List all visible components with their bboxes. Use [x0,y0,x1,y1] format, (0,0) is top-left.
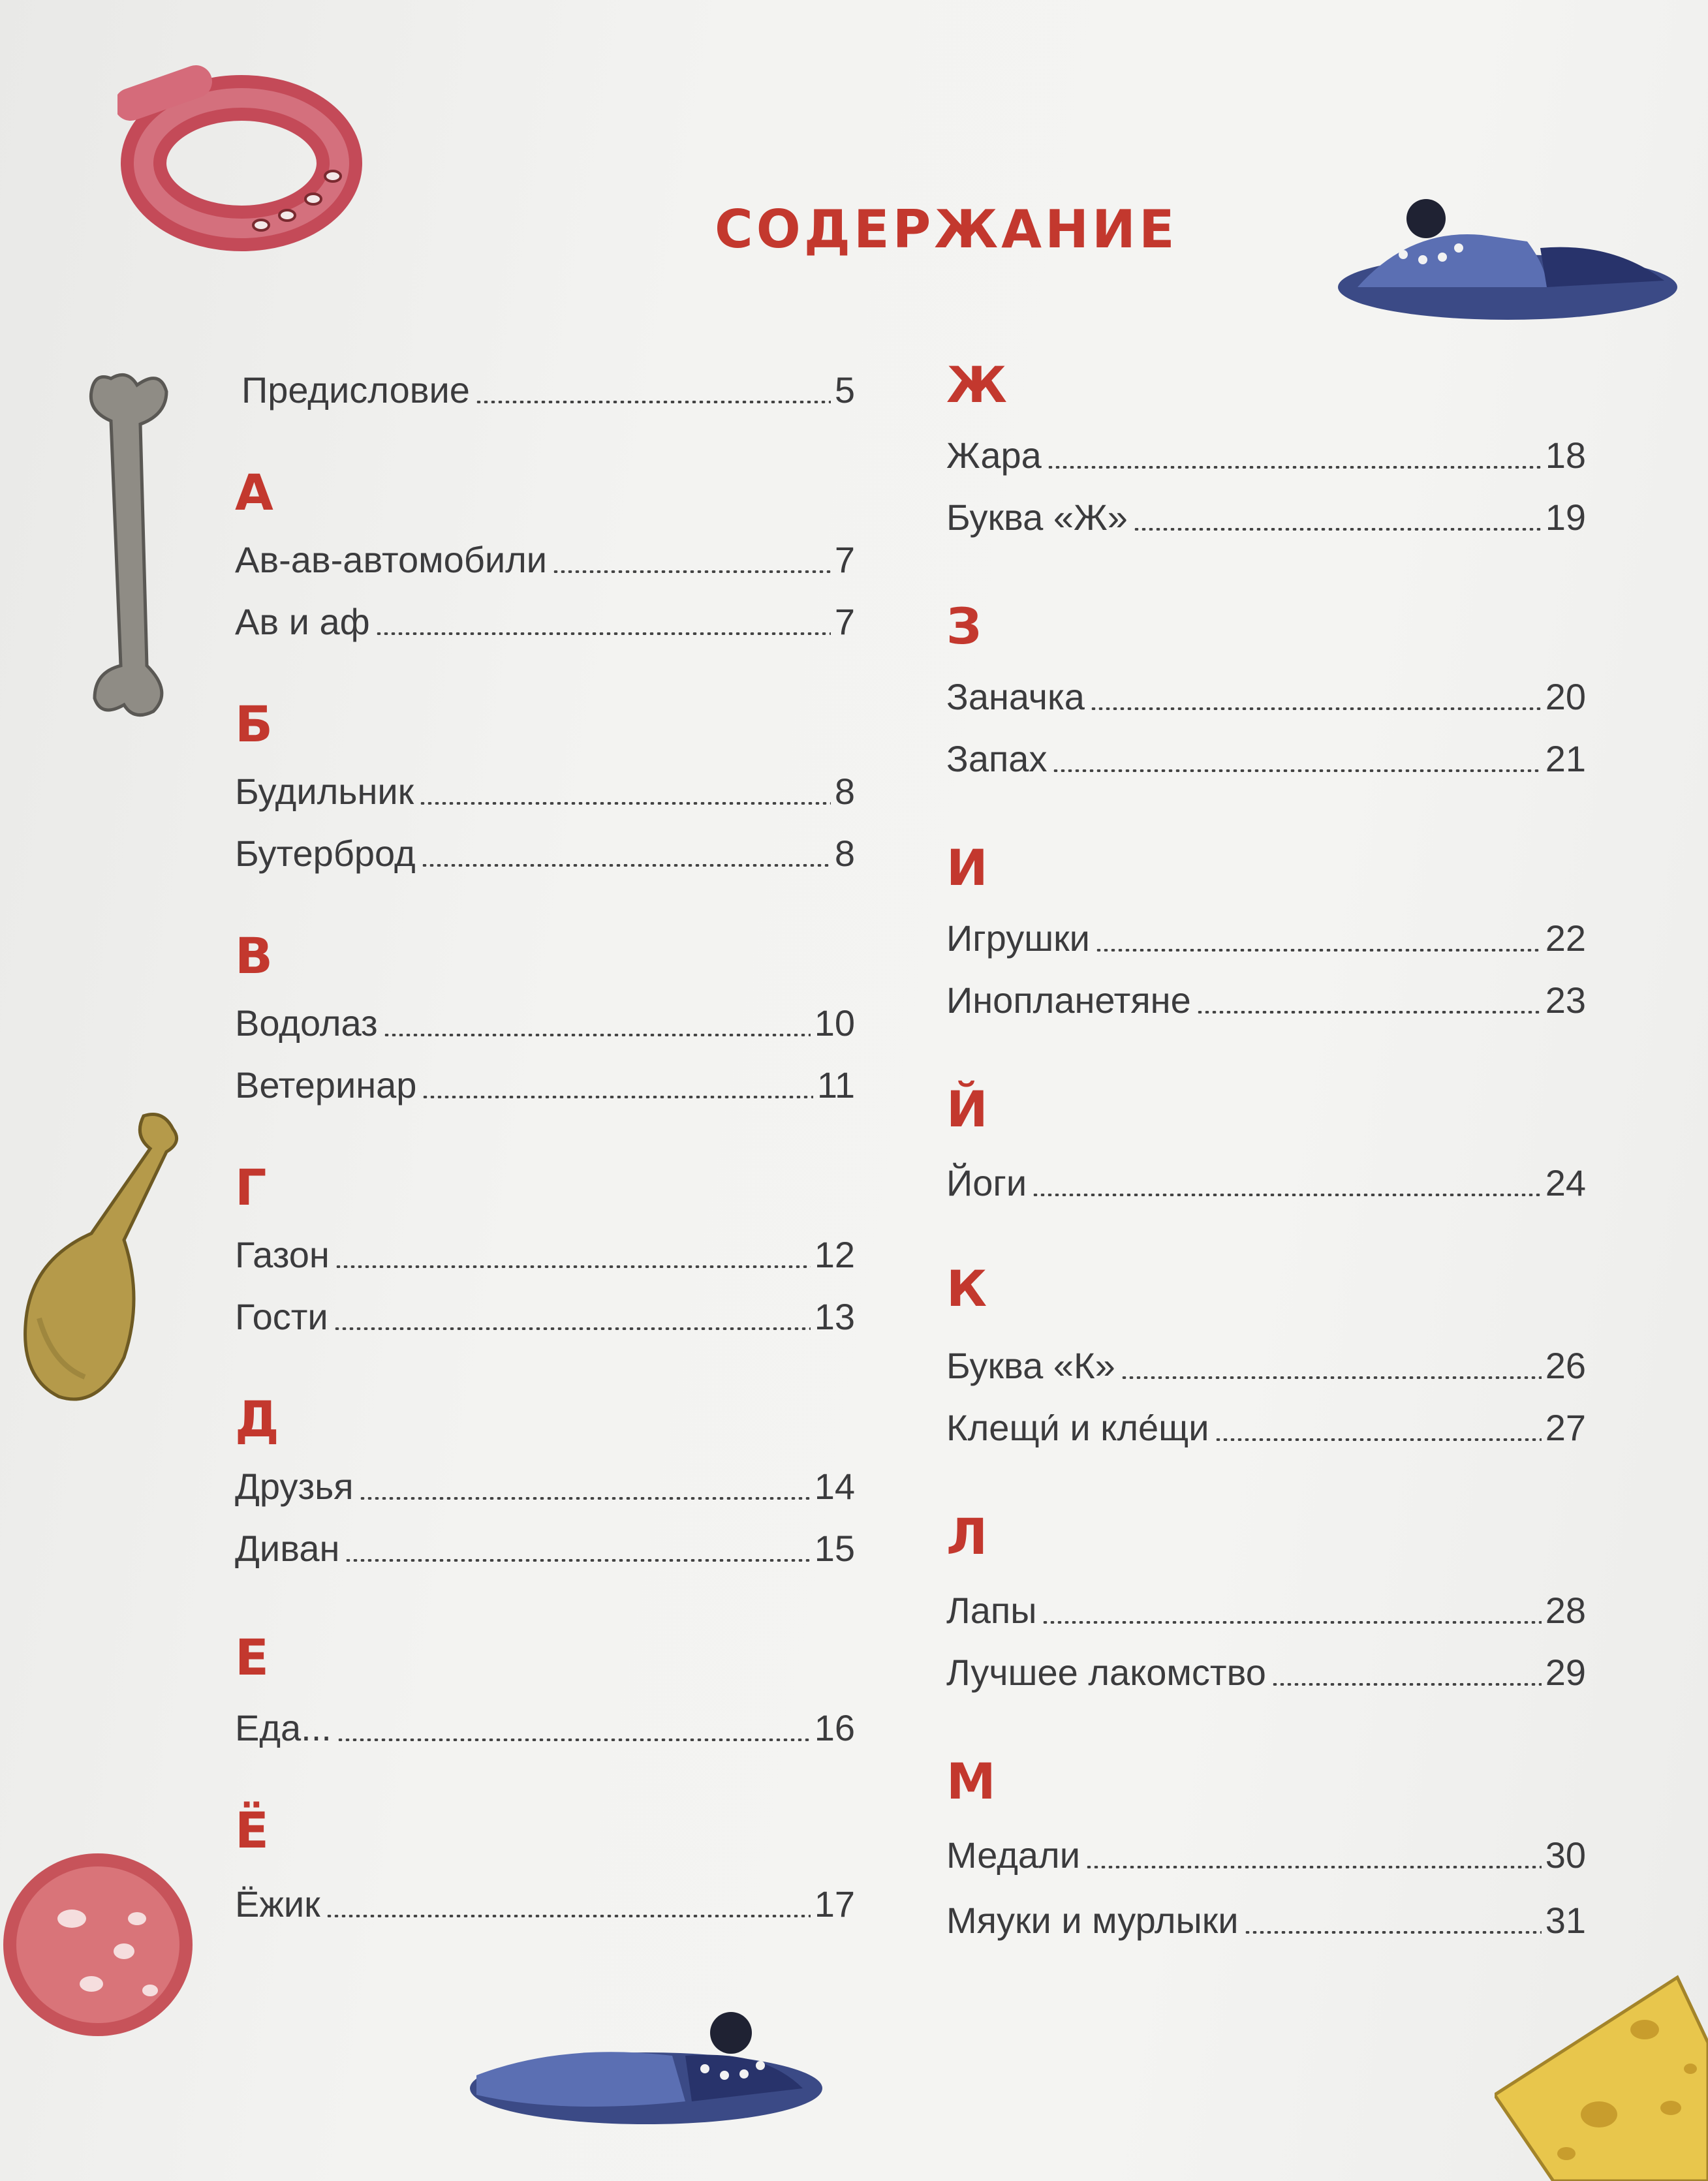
dot-leader [334,1327,811,1330]
toc-entry-label: Игрушки [946,918,1090,959]
toc-entry-label: Друзья [235,1466,354,1507]
toc-entry-page: 15 [814,1528,855,1569]
dot-leader [1196,1011,1542,1013]
toc-entry-page: 22 [1545,918,1586,959]
section-letter: Ё [235,1801,269,1859]
bone-icon [75,365,186,724]
toc-entry-label: Лапы [946,1590,1037,1631]
toc-entry-label: Еда... [235,1707,332,1748]
toc-entry[interactable] [946,728,1586,780]
toc-entry-page: 16 [814,1707,855,1748]
toc-entry-label: Ветеринар [235,1064,417,1106]
toc-entry[interactable] [235,1455,855,1508]
toc-entry[interactable] [235,1697,855,1749]
toc-entry[interactable] [946,1579,1586,1632]
toc-entry-label: Бутерброд [235,833,416,874]
section-letter: Е [235,1628,269,1686]
section-letter: И [946,839,988,897]
toc-entry-label: Ав-ав-автомобили [235,539,548,580]
section-letter: В [235,927,273,985]
toc-entry-label: Гости [235,1296,328,1337]
toc-entry-page: 8 [834,833,855,874]
cheese-icon [1495,1964,1708,2181]
toc-entry-page: 31 [1545,1900,1586,1941]
toc-entry[interactable] [241,359,855,411]
toc-entry[interactable] [946,1889,1586,1941]
toc-entry-page: 29 [1545,1652,1586,1693]
dot-leader [422,1096,813,1098]
dot-leader [1215,1438,1542,1441]
dog-collar-icon [117,65,365,261]
page-title: СОДЕРЖАНИЕ [715,199,1178,260]
dot-leader [1090,707,1542,710]
section-letter: Й [946,1080,988,1138]
toc-entry-page: 13 [814,1296,855,1337]
toc-entry[interactable] [946,907,1586,959]
toc-entry-page: 28 [1545,1590,1586,1631]
dot-leader [359,1497,811,1500]
slipper-icon [463,2003,829,2141]
toc-entry[interactable] [946,1641,1586,1694]
section-letter: А [235,463,273,521]
toc-entry-label: Заначка [946,676,1085,717]
toc-entry[interactable] [235,529,855,581]
toc-entry-page: 20 [1545,676,1586,717]
toc-entry[interactable] [946,424,1586,476]
toc-entry-page: 7 [834,539,855,580]
toc-entry[interactable] [235,1054,855,1106]
toc-entry-page: 21 [1545,738,1586,779]
toc-entry-label: Мяуки и мурлыки [946,1900,1239,1941]
toc-entry-page: 19 [1545,497,1586,538]
toc-entry-label: Ёжик [235,1883,320,1925]
toc-entry[interactable] [235,1873,855,1925]
toc-entry-page: 26 [1545,1345,1586,1386]
toc-entry[interactable] [946,666,1586,718]
toc-entry-label: Жара [946,435,1042,476]
toc-entry-page: 12 [814,1234,855,1275]
section-letter: М [946,1752,996,1810]
dot-leader [375,632,831,635]
toc-entry-page: 7 [834,601,855,642]
dot-leader [552,570,831,573]
dot-leader [1133,528,1542,531]
dot-leader [326,1915,811,1917]
section-letter: Г [235,1158,267,1216]
toc-entry[interactable] [946,1397,1586,1449]
toc-entry-page: 8 [834,771,855,812]
toc-entry-label: Буква «К» [946,1345,1115,1386]
toc-entry-label: Запах [946,738,1048,779]
section-letter: Л [946,1508,988,1566]
toc-entry[interactable] [235,1286,855,1338]
section-letter: З [946,597,982,655]
toc-entry[interactable] [946,1824,1586,1876]
section-letter: Б [235,695,273,753]
toc-entry-page: 14 [814,1466,855,1507]
dot-leader [1271,1683,1542,1686]
toc-entry-page: 5 [834,369,855,410]
dot-leader [345,1559,810,1562]
toc-entry-label: Газон [235,1234,330,1275]
toc-entry-label: Медали [946,1834,1080,1876]
section-letter: Д [235,1390,279,1448]
toc-entry[interactable] [946,1152,1586,1204]
toc-entry[interactable] [235,591,855,643]
toc-entry[interactable] [235,1517,855,1570]
dot-leader [383,1034,811,1036]
toc-entry-label: Диван [235,1528,340,1569]
dot-leader [337,1739,811,1741]
dot-leader [419,802,831,805]
dot-leader [475,401,831,403]
sausage-slice-icon [0,1847,202,2043]
dot-leader [1052,769,1541,772]
toc-entry-page: 17 [814,1883,855,1925]
dot-leader [335,1265,811,1268]
toc-entry-page: 24 [1545,1162,1586,1203]
dot-leader [1085,1866,1542,1868]
toc-entry-label: Буква «Ж» [946,497,1128,538]
toc-entry-label: Ав и аф [235,601,370,642]
toc-entry-label: Водолаз [235,1002,378,1044]
toc-entry-label: Йоги [946,1162,1027,1203]
slipper-icon [1331,189,1684,326]
dot-leader [1121,1376,1542,1379]
section-letter: К [946,1260,987,1318]
toc-entry[interactable] [235,760,855,812]
toc-entry[interactable] [235,1224,855,1276]
toc-entry-page: 27 [1545,1407,1586,1448]
dot-leader [1042,1621,1541,1624]
toc-entry-page: 18 [1545,435,1586,476]
section-letter: Ж [946,356,1008,414]
toc-entry-page: 30 [1545,1834,1586,1876]
toc-entry-label: Предисловие [241,369,470,410]
dot-leader [1047,466,1542,469]
toc-entry-label: Клещи́ и кле́щи [946,1407,1209,1448]
dot-leader [1244,1931,1542,1934]
toc-entry-label: Инопланетяне [946,980,1191,1021]
dot-leader [421,864,831,867]
dot-leader [1095,949,1542,951]
dot-leader [1032,1194,1542,1196]
toc-entry-page: 11 [816,1064,855,1106]
toc-entry-page: 10 [814,1002,855,1044]
toc-entry[interactable] [235,822,855,874]
toc-entry[interactable] [946,1335,1586,1387]
toc-entry[interactable] [235,992,855,1044]
toc-entry[interactable] [946,969,1586,1021]
toc-entry-page: 23 [1545,980,1586,1021]
toc-entry-label: Будильник [235,771,414,812]
toc-entry[interactable] [946,486,1586,538]
chicken-leg-icon [13,1103,189,1416]
toc-entry-label: Лучшее лакомство [946,1652,1266,1693]
